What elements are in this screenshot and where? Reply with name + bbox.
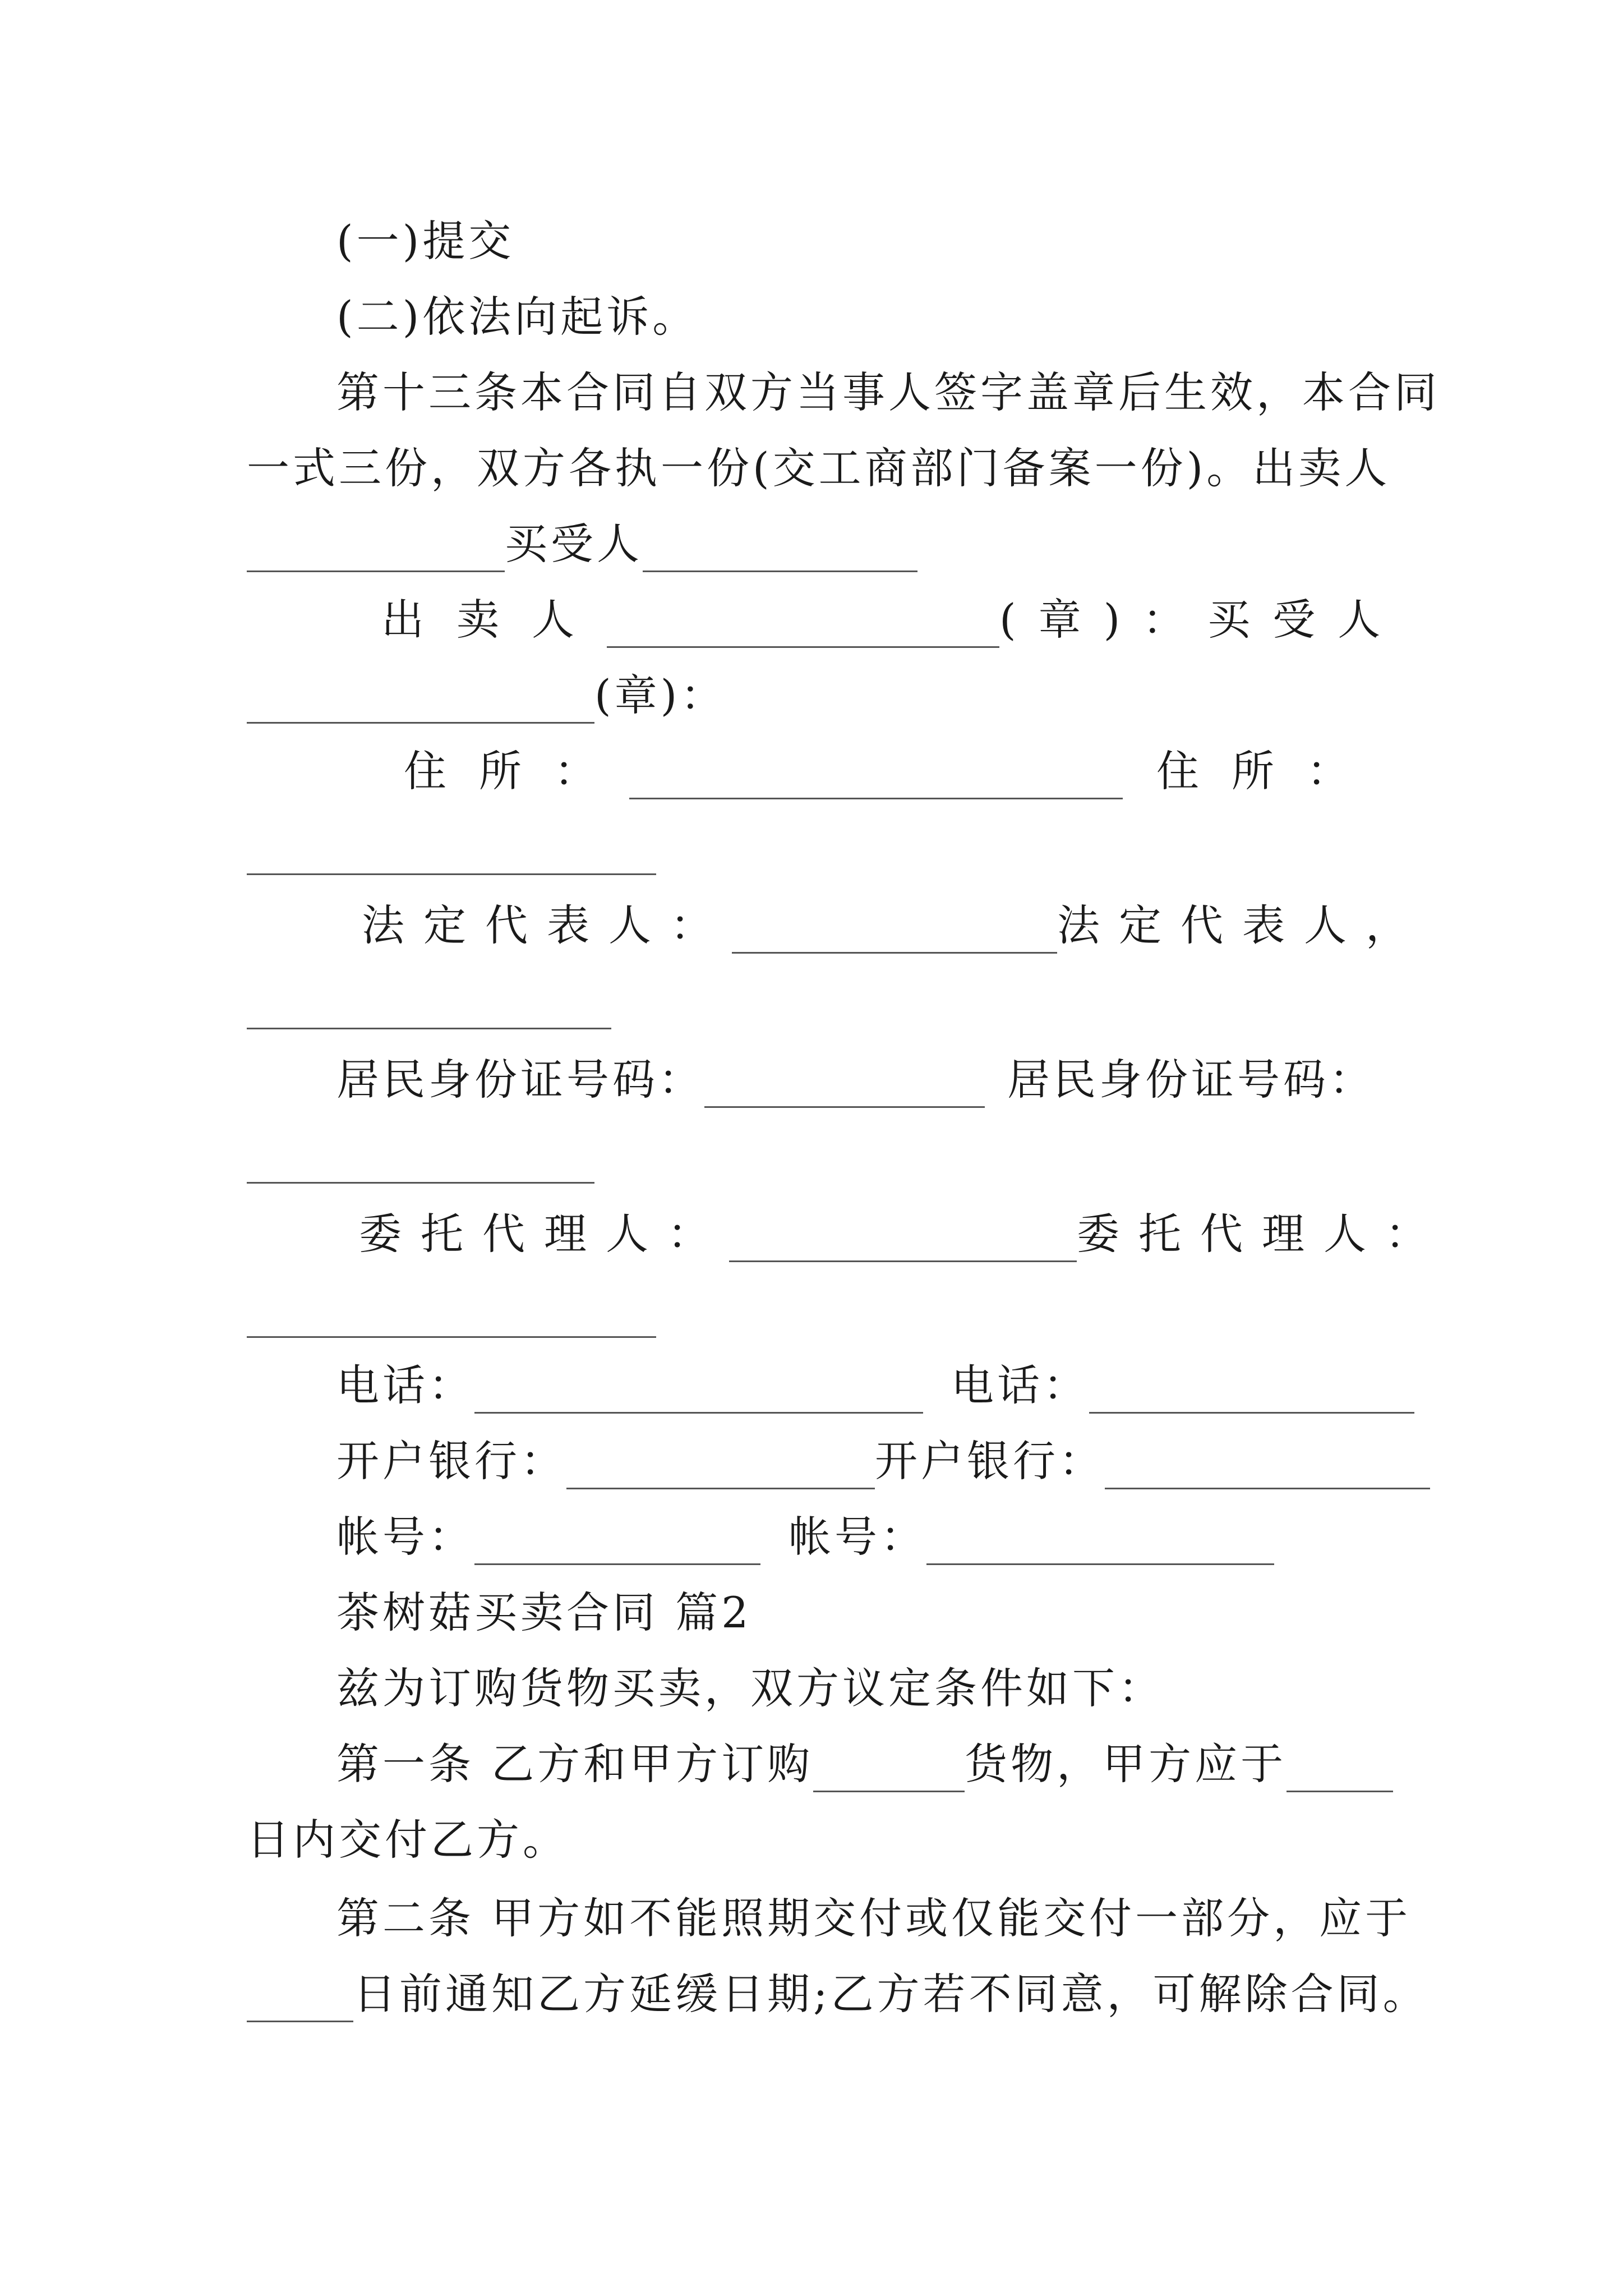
- article-2-line1: 第二条 甲方如不能照期交付或仅能交付一部分，应于: [336, 1893, 1412, 1943]
- section-heading: 茶树菇买卖合同 篇2: [336, 1588, 752, 1637]
- article-1-line2: 日内交付乙方。: [247, 1815, 569, 1865]
- buyer-seal-blank: [247, 683, 594, 724]
- buyer-address-blank: [247, 834, 656, 875]
- legal-rep-line: 法定代表人： 法定代表人，: [362, 898, 1427, 954]
- item-lawsuit: (二)依法向起诉。: [336, 292, 699, 342]
- seller-id-blank: [704, 1067, 985, 1108]
- buyer-agent-blank: [247, 1297, 656, 1338]
- article-1-line1: 第一条 乙方和甲方订购 货物，甲方应于: [336, 1736, 1393, 1792]
- seller-phone-blank: [474, 1373, 923, 1414]
- legal-rep-line-cont: [247, 973, 611, 1029]
- buyer-blank: [643, 531, 917, 572]
- buyer-id-blank: [247, 1143, 594, 1184]
- intro-line: 兹为订购货物买卖，双方议定条件如下：: [336, 1663, 1164, 1713]
- notice-days-blank: [247, 1981, 353, 2022]
- buyer-seal-line: (章)：: [247, 668, 726, 724]
- seller-seal-blank: [607, 607, 999, 648]
- seller-bank-blank: [566, 1448, 875, 1489]
- signature-line-a: 买受人: [247, 516, 917, 572]
- bank-line: 开户银行： 开户银行：: [336, 1433, 1430, 1489]
- seller-legal-rep-blank: [732, 913, 1057, 954]
- buyer-legal-rep-blank: [247, 988, 611, 1029]
- days-blank: [1287, 1751, 1393, 1792]
- agent-line-cont: [247, 1282, 656, 1338]
- id-number-line: 居民身份证号码： 居民身份证号码：: [336, 1052, 1375, 1108]
- article-13-line1: 第十三条本合同自双方当事人签字盖章后生效，本合同: [336, 367, 1440, 417]
- phone-line: 电话： 电话：: [336, 1358, 1414, 1414]
- id-number-line-cont: [247, 1128, 594, 1184]
- buyer-bank-blank: [1105, 1448, 1430, 1489]
- buyer-phone-blank: [1089, 1373, 1414, 1414]
- seller-account-blank: [474, 1524, 760, 1565]
- address-line: 住所： 住所：: [404, 743, 1382, 799]
- buyer-account-blank: [926, 1524, 1274, 1565]
- article-13-line2: 一式三份，双方各执一份(交工商部门备案一份)。出卖人: [247, 443, 1391, 493]
- seller-blank: [247, 531, 505, 572]
- seller-address-blank: [629, 758, 1123, 799]
- item-submit: (一)提交: [336, 216, 515, 266]
- agent-line: 委托代理人： 委托代理人：: [359, 1206, 1447, 1262]
- goods-blank: [813, 1751, 965, 1792]
- seller-agent-blank: [729, 1221, 1077, 1262]
- address-line-cont: [247, 819, 656, 875]
- signature-line-b: 出卖人 (章)：买受人: [381, 592, 1403, 648]
- article-2-line2: 日前通知乙方延缓日期;乙方若不同意，可解除合同。: [247, 1966, 1429, 2022]
- account-line: 帐号： 帐号：: [336, 1509, 1274, 1565]
